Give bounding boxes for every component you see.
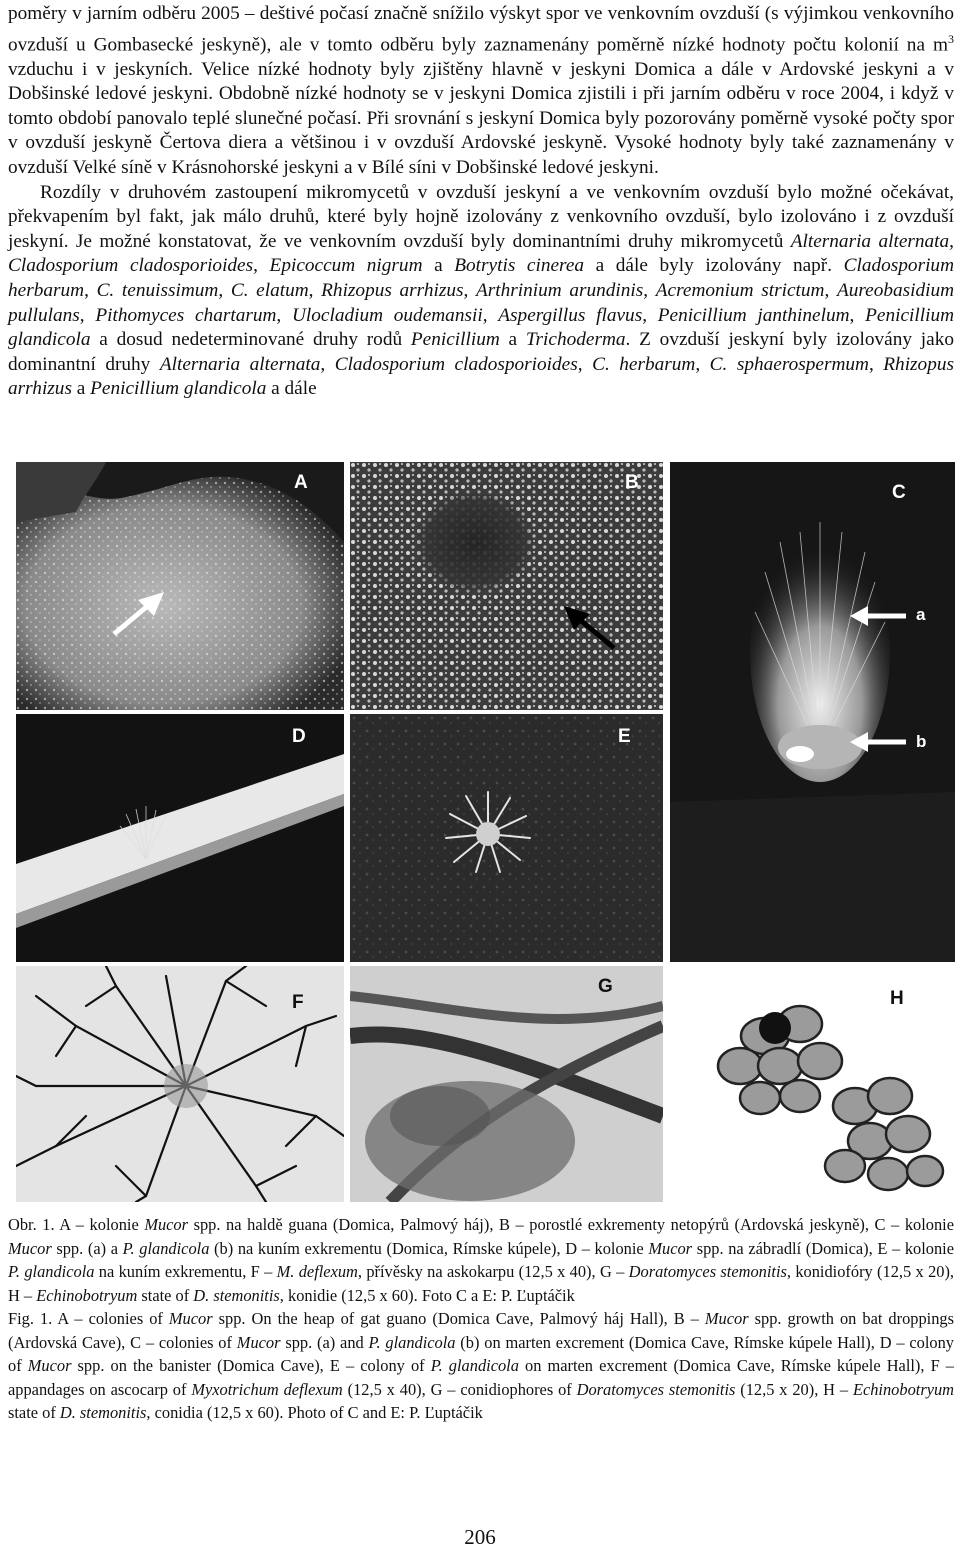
text-sep: ,: [642, 304, 658, 326]
superscript-3: 3: [948, 31, 954, 46]
paragraph-2: [8, 181, 954, 402]
caption-italic: Mucor: [144, 1215, 189, 1234]
caption-text: spp. growth on bat droppings (Ardovská Cave), C – colonies of: [8, 1309, 954, 1352]
caption-italic: D. stemonitis: [193, 1285, 280, 1305]
figure-panel-e: [350, 714, 663, 962]
caption-text: (b) na kuním exkrementu (Domica, Rímske kúpele), D – kolonie: [209, 1238, 649, 1258]
panel-label-a: A: [294, 472, 308, 493]
caption-italic: Mucor: [236, 1332, 281, 1352]
text-sep: ,: [84, 279, 97, 301]
text-sep: ,: [276, 304, 292, 326]
species-name: Penicillium: [410, 329, 500, 351]
species-name: Cladosporium herbarum: [8, 255, 954, 301]
species-name: Aspergillus flavus: [498, 304, 643, 326]
paragraph-1: [8, 2, 954, 181]
text-sep: ,: [463, 279, 476, 301]
caption-text: spp. On the heap of gat guano (Domica Cave, Palmový háj Hall), B –: [212, 1309, 705, 1328]
species-name: Alternaria alternata: [790, 230, 950, 252]
species-name: C. tenuissimum: [96, 279, 219, 301]
arrow-label-b: b: [916, 732, 927, 751]
panel-h-photo: [670, 966, 955, 1202]
caption-italic: P. glandicola: [8, 1262, 95, 1281]
caption-italic: P. glandicola: [122, 1238, 210, 1258]
caption-italic: Mucor: [8, 1238, 52, 1258]
text-sep: a dále: [266, 378, 317, 400]
species-name: Penicillium janthinelum: [657, 304, 850, 326]
caption-czech: [8, 1213, 954, 1307]
species-name: C. herbarum: [592, 353, 696, 375]
caption-text: spp. na zábradlí (Domica), E – kolonie: [692, 1238, 954, 1258]
figure-caption: [8, 1213, 954, 1425]
species-name: Trichoderma: [525, 329, 626, 351]
caption-italic: Mucor: [704, 1309, 749, 1328]
arrow-icon: [560, 604, 620, 654]
caption-text: Fig. 1. A – colonies of: [8, 1309, 169, 1328]
caption-italic: Doratomyces stemonitis: [576, 1379, 736, 1399]
panel-e-photo: [350, 714, 663, 962]
figure-panel-g: [350, 966, 663, 1202]
species-name: Pithomyces chartarum: [95, 304, 277, 326]
text-sep: ,: [482, 304, 499, 326]
text-sep: ,: [308, 279, 322, 301]
caption-text: spp. on the banister (Domica Cave), E – colony of: [71, 1356, 431, 1375]
caption-text: , přívěsky na askokarpu (12,5 x 40), G –: [357, 1262, 629, 1281]
figure-panel-d: [16, 714, 344, 962]
caption-italic: D. stemonitis: [59, 1403, 147, 1422]
panel-d-photo: [16, 714, 344, 962]
text-sep: ,: [824, 279, 837, 301]
caption-italic: M. deflexum: [276, 1262, 358, 1281]
species-name: C. sphaerospermum: [709, 353, 869, 375]
caption-text: , conidia (12,5 x 60). Photo of C and E: P. Ľuptáčik: [146, 1403, 483, 1422]
species-name: Ulocladium oudemansii: [291, 304, 483, 326]
caption-italic: Mucor: [168, 1309, 213, 1328]
arrow-icon: [848, 604, 908, 628]
text-sep: a dále byly izolovány např.: [584, 255, 844, 277]
caption-italic: P. glandicola: [430, 1356, 519, 1375]
species-name: Arthrinium arundinis: [475, 279, 644, 301]
arrow-label-a: a: [916, 605, 926, 624]
species-name: Epicoccum nigrum: [269, 255, 423, 277]
text-sep: ,: [320, 353, 335, 375]
panel-label-e: E: [618, 726, 631, 747]
figure-panel-b: [350, 462, 663, 710]
species-name: Penicillium glandicola: [8, 304, 955, 351]
text-sep: ,: [79, 304, 96, 326]
species-name: C. elatum: [230, 279, 309, 301]
text-sep: ,: [218, 279, 231, 301]
species-name: Alternaria alternata: [159, 353, 321, 375]
caption-text: spp. (a) a: [51, 1238, 123, 1258]
text-sep: a: [422, 255, 455, 277]
figure-panel-c: [670, 462, 955, 962]
paragraph-1-part-a: poměry v jarním odběru 2005 – deštivé počasí značně snížilo výskyt spor ve venkovním ovzduší (s výjimkou venkovního ovzduší u Gombasecké jeskyně), ale v tomto odběru byly zaznamenány poměrně nízké hodnoty počtu kolonií na m: [8, 3, 954, 56]
text-sep: ,: [643, 279, 656, 301]
caption-text: , konidie (12,5 x 60). Foto C a E: P. Ľuptáčik: [279, 1285, 575, 1305]
panel-label-d: D: [292, 726, 306, 747]
panel-a-photo: [16, 462, 344, 710]
panel-label-f: F: [292, 992, 304, 1013]
figure-panel-f: [16, 966, 344, 1202]
caption-text: na kuním exkrementu, F –: [94, 1262, 277, 1281]
panel-g-photo: [350, 966, 663, 1202]
text-sep: ,: [868, 353, 884, 375]
caption-italic: Echinobotryum: [36, 1285, 138, 1305]
caption-text: spp. (a) and: [280, 1332, 369, 1352]
caption-text: state of: [137, 1285, 194, 1305]
text-sep: a: [71, 378, 91, 400]
text-sep: ,: [849, 304, 866, 326]
caption-text: state of: [8, 1403, 60, 1422]
page-number: 206: [464, 1525, 496, 1549]
species-name: Acremonium strictum: [655, 279, 825, 301]
caption-text: spp. na haldě guana (Domica, Palmový háj), B – porostlé exkrementy netopýrů (Ardovská jeskyně), C – kolonie: [188, 1215, 954, 1234]
caption-italic: Myxotrichum deflexum: [191, 1379, 343, 1399]
species-name: Aureobasidium pullulans: [8, 279, 955, 326]
text-sep: ,: [949, 230, 954, 252]
caption-text: Obr. 1. A – kolonie: [8, 1215, 145, 1234]
paragraph-2-text: Rozdíly v druhovém zastoupení mikromycetů v ovzduší jeskyní a ve venkovním ovzduší bylo možné očekávat, překvapením byl fakt, jak málo druhů, které byly hojně izolovány z venkovního ovzduší, bylo izolováno i z ovzduší jeskyní. Je možné konstatovat, že ve venkovním ovzduší byly dominantními druhy mikromycetů: [8, 181, 954, 252]
body-text: [8, 2, 954, 402]
panel-c-photo: [670, 462, 955, 962]
panel-label-h: H: [890, 988, 904, 1009]
arrow-icon: [108, 590, 168, 640]
arrow-icon: [848, 730, 908, 754]
species-name: Rhizopus arrhizus: [321, 279, 464, 301]
text-sep: a dosud nedeterminované druhy rodů: [90, 329, 411, 351]
paragraph-1-part-b: vzduchu i v jeskyních. Velice nízké hodnoty byly zjištěny hlavně v jeskyni Domica a dále v Ardovské jeskyni a v Dobšinské ledové jeskyni. Obdobně nízké hodnoty se v jeskyni Domica zjistili i při jarním odběru v roce 2004, i když v tomto období panovalo teplé slunečné počasí. Při srovnání s jeskyní Domica byly pozorovány poměrně vysoké počty spor v ovzduší jeskyně Čertova diera a většinou i v ovzduší Ardovské jeskyně. Vysoké hodnoty byly také zaznamenány v ovzduší Velké síně v Krásnohorské jeskyni a v Bílé síni v Dobšinské ledové jeskyni.: [8, 58, 954, 178]
text-sep: ,: [253, 255, 270, 277]
caption-text: (12,5 x 40), G – conidiophores of: [342, 1379, 577, 1399]
caption-english: [8, 1307, 954, 1425]
species-name: Cladosporium cladosporioides: [334, 353, 578, 375]
caption-italic: Doratomyces stemonitis: [628, 1262, 787, 1281]
caption-italic: P. glandicola: [368, 1332, 456, 1352]
species-name: Penicillium glandicola: [90, 378, 267, 400]
text-sep: a: [499, 329, 526, 351]
caption-text: on marten excrement (Domica Cave, Rímske kúpele Hall), F – appandages on ascocarp of: [8, 1356, 954, 1399]
text-sep: . Z ovzduší jeskyní byly izolovány jako dominantní druhy: [8, 329, 954, 375]
panel-b-photo: [350, 462, 663, 710]
figure-panel-h: [670, 966, 955, 1202]
caption-italic: Mucor: [648, 1238, 693, 1258]
panel-label-g: G: [598, 976, 613, 997]
panel-label-c: C: [892, 482, 906, 503]
panel-label-b: B: [625, 472, 639, 493]
species-name: Cladosporium cladosporioides: [8, 255, 254, 277]
species-name: Rhizopus arrhizus: [8, 353, 954, 400]
caption-italic: Echinobotryum: [852, 1379, 955, 1399]
caption-text: (12,5 x 20), H –: [735, 1379, 853, 1399]
caption-text: , konidiofóry (12,5 x 20), H –: [8, 1262, 955, 1305]
text-sep: ,: [577, 353, 593, 375]
species-name: Botrytis cinerea: [454, 255, 585, 277]
caption-text: (b) on marten excrement (Domica Cave, Rímske kúpele Hall), D – colony of: [8, 1332, 954, 1375]
text-sep: ,: [695, 353, 710, 375]
caption-italic: Mucor: [27, 1356, 72, 1375]
figure-panel-a: [16, 462, 344, 710]
